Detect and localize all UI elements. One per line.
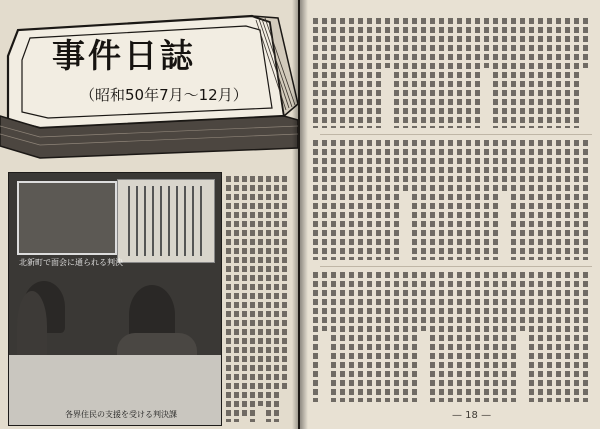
text-line bbox=[565, 272, 570, 402]
text-line bbox=[547, 140, 552, 260]
text-line bbox=[412, 140, 417, 260]
text-line bbox=[358, 272, 363, 402]
text-line bbox=[484, 272, 489, 402]
text-line bbox=[412, 272, 417, 402]
text-line bbox=[421, 272, 426, 331]
text-line bbox=[538, 140, 543, 260]
right-page bbox=[300, 0, 600, 429]
text-line bbox=[313, 140, 318, 260]
text-line bbox=[322, 272, 327, 331]
text-line bbox=[403, 272, 408, 402]
text-line bbox=[574, 18, 579, 128]
text-line bbox=[439, 272, 444, 402]
photo-caption-top: 北新町で面会に通られる判決 bbox=[19, 258, 123, 267]
text-line bbox=[340, 272, 345, 402]
text-line bbox=[394, 140, 399, 260]
text-line bbox=[331, 272, 336, 402]
text-line bbox=[322, 140, 327, 260]
text-line bbox=[574, 140, 579, 260]
text-line bbox=[376, 18, 381, 128]
text-line bbox=[412, 18, 417, 128]
text-line bbox=[511, 272, 516, 402]
text-line bbox=[547, 272, 552, 402]
text-line bbox=[511, 18, 516, 128]
text-line bbox=[394, 272, 399, 402]
text-line bbox=[430, 140, 435, 260]
text-line bbox=[403, 18, 408, 128]
text-line bbox=[475, 140, 480, 260]
text-line bbox=[583, 140, 588, 260]
text-line bbox=[439, 18, 444, 128]
text-line bbox=[358, 18, 363, 128]
text-line bbox=[448, 140, 453, 260]
text-line bbox=[331, 18, 336, 128]
text-line bbox=[349, 18, 354, 128]
text-line bbox=[538, 18, 543, 128]
text-line bbox=[538, 272, 543, 402]
text-line bbox=[466, 140, 471, 260]
text-line bbox=[520, 272, 525, 331]
text-line bbox=[358, 140, 363, 260]
text-line bbox=[457, 18, 462, 128]
text-line bbox=[313, 272, 318, 402]
section-divider bbox=[320, 134, 592, 135]
text-line bbox=[376, 140, 381, 260]
text-line bbox=[556, 272, 561, 402]
photograph bbox=[8, 172, 222, 426]
text-line bbox=[448, 18, 453, 128]
text-line bbox=[466, 18, 471, 128]
text-line bbox=[502, 272, 507, 402]
book-illustration bbox=[0, 0, 298, 160]
text-line bbox=[547, 18, 552, 128]
photo-caption-bottom: 各界住民の支援を受ける判決課 bbox=[65, 410, 177, 419]
text-line bbox=[556, 140, 561, 260]
text-line bbox=[493, 18, 498, 128]
text-line bbox=[349, 272, 354, 402]
text-line bbox=[385, 18, 390, 68]
text-line bbox=[475, 18, 480, 128]
text-line bbox=[448, 272, 453, 402]
text-line bbox=[430, 18, 435, 128]
text-line bbox=[529, 272, 534, 402]
text-line bbox=[439, 140, 444, 260]
text-line bbox=[340, 140, 345, 260]
text-line bbox=[466, 272, 471, 402]
text-line bbox=[493, 140, 498, 260]
text-line bbox=[520, 140, 525, 260]
text-line bbox=[475, 272, 480, 402]
text-line bbox=[457, 140, 462, 260]
text-line bbox=[556, 18, 561, 128]
text-line bbox=[349, 140, 354, 260]
text-line bbox=[322, 18, 327, 128]
body-text-column bbox=[224, 176, 288, 422]
text-line bbox=[430, 272, 435, 402]
text-line bbox=[565, 140, 570, 260]
text-line bbox=[484, 18, 489, 68]
text-line bbox=[520, 18, 525, 128]
body-text-tier-3 bbox=[308, 272, 592, 402]
text-line bbox=[331, 140, 336, 260]
text-line bbox=[340, 18, 345, 128]
text-line bbox=[529, 140, 534, 260]
text-line bbox=[502, 140, 507, 194]
page-title: 事件日誌 bbox=[52, 36, 196, 75]
text-line bbox=[367, 140, 372, 260]
text-line bbox=[367, 272, 372, 402]
text-line bbox=[493, 272, 498, 402]
text-line bbox=[583, 272, 588, 402]
text-line bbox=[385, 140, 390, 260]
text-line bbox=[583, 18, 588, 68]
text-line bbox=[511, 140, 516, 260]
wall-poster bbox=[117, 179, 215, 263]
left-page bbox=[0, 0, 298, 429]
section-divider bbox=[320, 266, 592, 267]
text-line bbox=[385, 272, 390, 402]
text-line bbox=[502, 18, 507, 128]
book-gutter bbox=[292, 0, 308, 429]
inset-photo bbox=[17, 181, 117, 255]
text-line bbox=[367, 18, 372, 128]
page-subtitle: （昭和50年7月〜12月） bbox=[80, 86, 248, 104]
text-line bbox=[403, 140, 408, 194]
text-line bbox=[394, 18, 399, 128]
text-line bbox=[313, 18, 318, 128]
text-line bbox=[421, 18, 426, 128]
page-number: — 18 — bbox=[452, 410, 492, 421]
body-text-tier-1 bbox=[308, 18, 592, 128]
text-line bbox=[376, 272, 381, 402]
body-text-tier-2 bbox=[308, 140, 592, 260]
text-line bbox=[529, 18, 534, 128]
text-line bbox=[574, 272, 579, 402]
text-line bbox=[484, 140, 489, 260]
text-line bbox=[457, 272, 462, 402]
person-figure bbox=[17, 291, 47, 361]
text-line bbox=[421, 140, 426, 260]
text-line bbox=[565, 18, 570, 128]
